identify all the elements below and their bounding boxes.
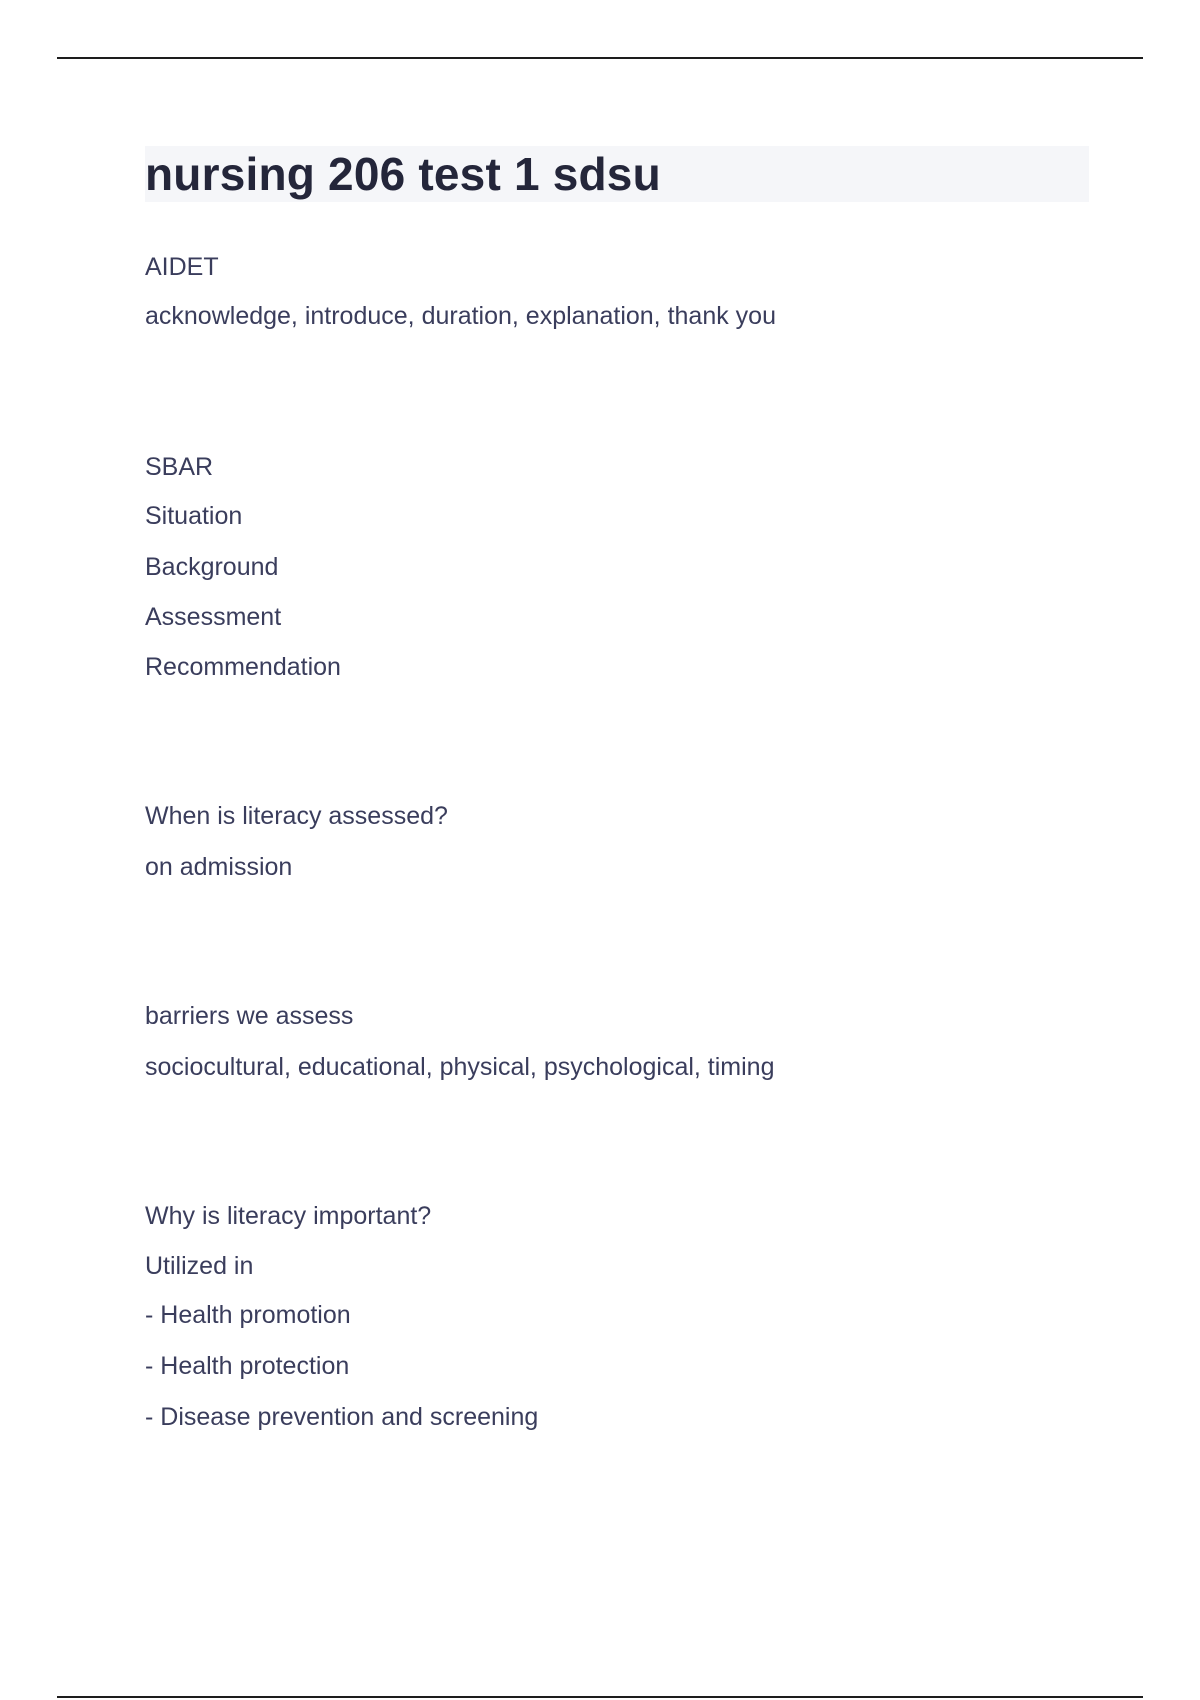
card-definition-line: on admission (145, 853, 293, 881)
card-term: SBAR (145, 453, 214, 481)
card-term: barriers we assess (145, 1002, 354, 1030)
card-term: AIDET (145, 253, 219, 281)
card-definition-line: Recommendation (145, 653, 341, 681)
card-definition-line: - Health protection (145, 1352, 350, 1380)
page-title: nursing 206 test 1 sdsu (145, 148, 661, 200)
top-divider (57, 57, 1143, 59)
card-definition-line: sociocultural, educational, physical, psychological, timing (145, 1053, 775, 1081)
card-definition-line: Assessment (145, 603, 282, 631)
card-definition-line: - Disease prevention and screening (145, 1403, 539, 1431)
card-term: Why is literacy important? (145, 1202, 432, 1230)
card-definition-line: Situation (145, 502, 243, 530)
card-term: When is literacy assessed? (145, 802, 448, 830)
card-definition-line: - Health promotion (145, 1301, 351, 1329)
bottom-divider (57, 1696, 1143, 1698)
card-definition-line: acknowledge, introduce, duration, explanation, thank you (145, 302, 776, 330)
card-definition-line: Utilized in (145, 1252, 254, 1280)
card-definition-line: Background (145, 553, 279, 581)
